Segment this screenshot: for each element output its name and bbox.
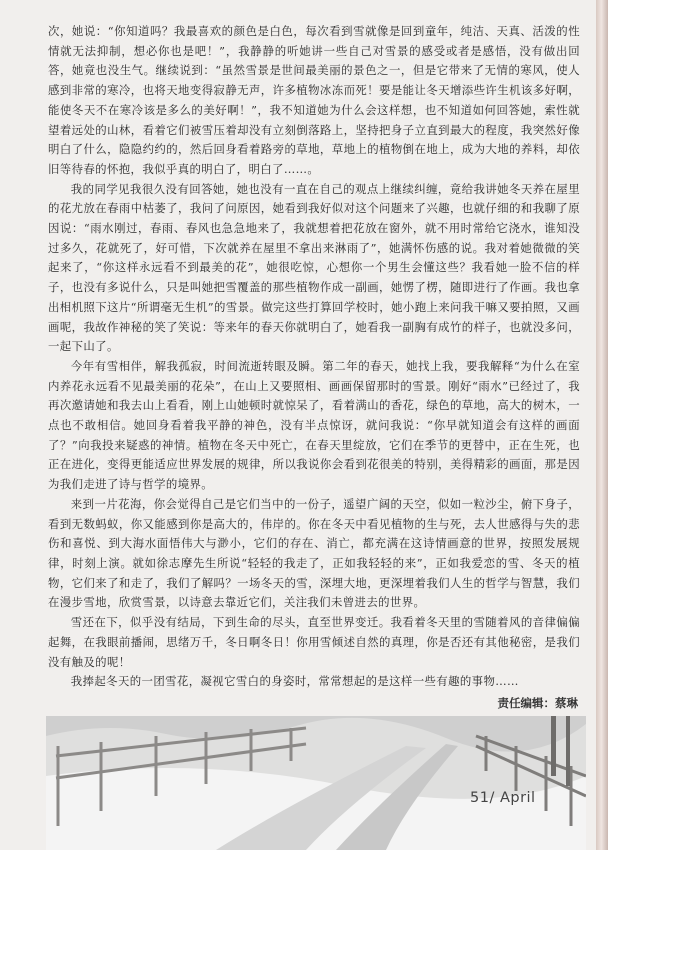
article-paragraph: 雪还在下，似乎没有结局，下到生命的尽头，直至世界变迁。我看着冬天里的雪随着风的音律偏偏起舞，在我眼前播闹，思绪万千，冬日啊冬日！你用雪倾述自然的真理，你是否还有其他秘密，是我们没有触及的呢！ [48, 615, 580, 669]
article-paragraph: 次，她说：“你知道吗？我最喜欢的颜色是白色，每次看到雪就像是回到童年，纯洁、天真、活泼的性情就无法抑制，想必你也是吧！”，我静静的听她讲一些自己对雪景的感受或者是感悟，没有做出回答，她竟也没生气。继续说到：“虽然雪景是世间最美丽的景色之一，但是它带来了无情的寒风，使人感到非常的寒冷，也将天地变得寂静无声，许多植物冰冻而死！要是能让冬天增添些许生机该多好啊，能使冬天不在寒冷该是多么的美好啊！”，我不知道她为什么会这样想，也不知道如何回答她，索性就望着远处的山林，看着它们被雪压着却没有立刻倒落路上，坚持把身子立直到最大的程度，我突然好像明白了什么，隐隐约约的，然后回身看着路旁的草地，草地上的植物倒在地上，成为大地的养料，却依旧等待春的怀抱，我似乎真的明白了，明白了……。 [48, 24, 580, 176]
article-paragraph: 我的同学见我很久没有回答她，她也没有一直在自己的观点上继续纠缠，竟给我讲她冬天养在屋里的花尤放在春雨中枯萎了，我问了问原因，她看到我好似对这个问题来了兴趣，也就仔细的和我聊了原因说：“雨水刚过，春雨、春风也急急地来了，我就想着把花放在窗外，就不用时常给它浇水，谁知没过多久，花就死了，好可惜，下次就养在屋里不拿出来淋雨了”，她满怀伤感的说。我对着她微微的笑起来了，“你这样永远看不到最美的花”，她很吃惊，心想你一个男生会懂这些？我看她一脸不信的样子，也没有多说什么，只是叫她把雪覆盖的那些植物作成一副画，她愣了楞，随即进行了作画。我也拿出相机照下这片“所谓毫无生机”的雪景。做完这些打算回学校时，她小跑上来问我干嘛又要拍照，又画画呢，我故作神秘的笑了笑说：等来年的春天你就明白了，她看我一副胸有成竹的样子，也就没多问，一起下山了。 [48, 181, 580, 354]
article-paragraph: 今年有雪相伴，解我孤寂，时间流逝转眼及瞬。第二年的春天，她找上我，要我解释“为什么在室内养花永远看不见最美丽的花朵”，在山上又要照相、画画保留那时的雪景。刚好“雨水”已经过了，我再次邀请她和我去山上看看，刚上山她顿时就惊呆了，看着满山的香花，绿色的草地，高大的树木，一点也不敢相信。她回身看着我平静的神色，没有半点惊讶，就问我说：“你早就知道会有这样的画面了？”向我投来疑惑的神情。植物在冬天中死亡，在春天里绽放，它们在季节的更替中，正在生死，也正在进化，变得更能适应世界发展的规律，所以我说你会看到花很美的特别，美得精彩的画面，那是因为我们走进了诗与哲学的境界。 [48, 358, 580, 492]
snow-scene-illustration [46, 716, 586, 850]
snow-photo [46, 716, 586, 850]
article-paragraph: 我捧起冬天的一团雪花，凝视它雪白的身姿时，常常想起的是这样一些有趣的事物…… [70, 674, 519, 689]
article-body [48, 22, 580, 692]
page-number: 51/ April [470, 790, 536, 806]
magazine-spine [596, 0, 608, 850]
article-paragraph: 来到一片花海，你会觉得自己是它们当中的一份子，遥望广阔的天空，似如一粒沙尘，俯下身子，看到无数蚂蚁，你又能感到你是高大的，伟岸的。你在冬天中看见植物的生与死，去人世感得与失的悲伤和喜悦、到大海水面悟伟大与渺小，它们的存在、消亡，都充满在这诗情画意的世界，按照发展规律，时刻上演。就如徐志摩先生所说“轻轻的我走了，正如我轻轻的来”，正如我爱恋的雪、冬天的植物，它们来了和走了，我们了解吗？一场冬天的雪，深埋大地，更深埋着我们人生的哲学与智慧，我们在漫步雪地，欣赏雪景，以诗意去靠近它们，关注我们未曾进去的世界。 [48, 496, 580, 610]
editor-credit: 责任编辑：蔡琳 [497, 696, 578, 710]
